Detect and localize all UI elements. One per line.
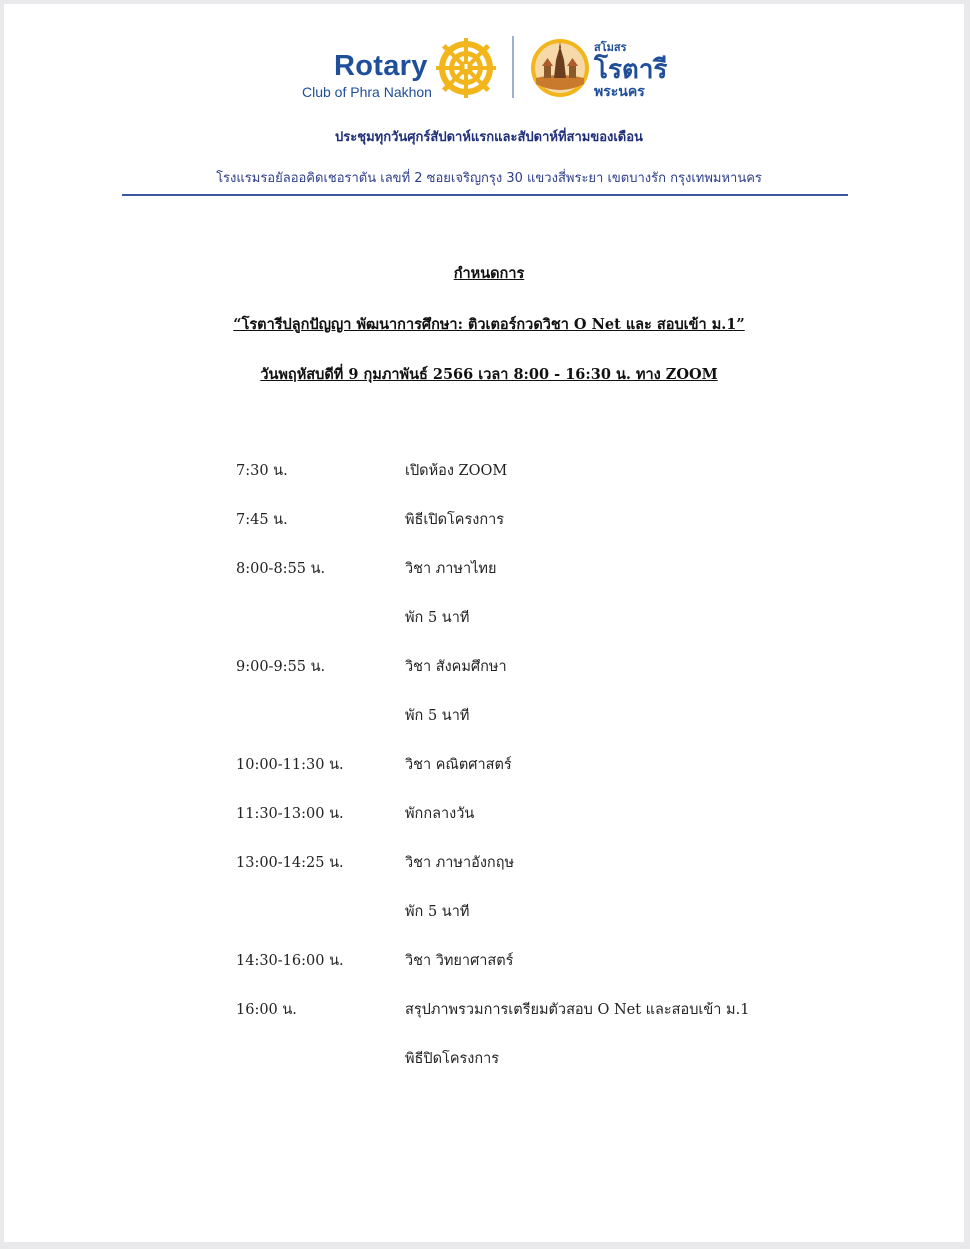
schedule-activity: พิธีปิดโครงการ — [405, 1051, 500, 1067]
schedule-time: 7:30 น. — [236, 463, 288, 479]
schedule-activity: พัก 5 นาที — [405, 904, 470, 920]
rotary-wordmark: Rotary — [334, 50, 428, 82]
header-divider — [122, 194, 848, 196]
schedule-activity: สรุปภาพรวมการเตรียมตัวสอบ O Net และสอบเข้า ม.1 — [405, 1002, 750, 1018]
schedule-activity: พิธีเปิดโครงการ — [405, 512, 505, 528]
schedule-time: 11:30-13:00 น. — [236, 806, 344, 822]
meeting-schedule-note: ประชุมทุกวันศุกร์สัปดาห์แรกและสัปดาห์ที่สามของเดือน — [335, 130, 643, 145]
venue-address: โรงแรมรอยัลออคิดเชอราตัน เลขที่ 2 ซอยเจริญกรุง 30 แขวงสี่พระยา เขตบางรัก กรุงเทพมหานคร — [216, 171, 762, 186]
schedule-row — [4, 508, 970, 532]
club-logo — [4, 4, 964, 114]
schedule-row — [4, 655, 970, 679]
schedule-row — [4, 1047, 970, 1071]
event-date-line: วันพฤหัสบดีที่ 9 กุมภาพันธ์ 2566 เวลา 8:00 - 16:30 น. ทาง ZOOM — [260, 366, 718, 383]
rotary-wheel-icon — [435, 37, 497, 99]
schedule-activity: วิชา ภาษาไทย — [405, 561, 497, 577]
logo-divider — [512, 36, 514, 98]
thai-rotary-wordmark: โรตารี — [594, 55, 668, 85]
thai-phra-nakhon-label: พระนคร — [594, 84, 645, 100]
schedule-time: 8:00-8:55 น. — [236, 561, 326, 577]
schedule-row — [4, 900, 970, 924]
schedule-row — [4, 753, 970, 777]
schedule-time: 14:30-16:00 น. — [236, 953, 344, 969]
schedule-time: 13:00-14:25 น. — [236, 855, 344, 871]
agenda-heading: กำหนดการ — [453, 265, 525, 282]
schedule-time: 9:00-9:55 น. — [236, 659, 326, 675]
schedule-activity: พัก 5 นาที — [405, 708, 470, 724]
schedule-time: 16:00 น. — [236, 1002, 297, 1018]
schedule-activity: วิชา ภาษาอังกฤษ — [405, 855, 515, 871]
schedule-row — [4, 557, 970, 581]
schedule-row — [4, 459, 970, 483]
schedule-row — [4, 851, 970, 875]
project-title: “โรตารีปลูกปัญญา พัฒนาการศึกษา: ติวเตอร์กวดวิชา O Net และ สอบเข้า ม.1” — [233, 316, 745, 333]
schedule-row — [4, 606, 970, 630]
schedule-activity: วิชา คณิตศาสตร์ — [405, 757, 512, 773]
schedule-row — [4, 802, 970, 826]
schedule-time: 7:45 น. — [236, 512, 288, 528]
schedule-activity: พักกลางวัน — [405, 806, 475, 822]
schedule-time: 10:00-11:30 น. — [236, 757, 344, 773]
schedule-row — [4, 949, 970, 973]
rotary-club-name: Club of Phra Nakhon — [302, 84, 432, 100]
temple-emblem-icon — [530, 38, 590, 98]
schedule-activity: วิชา วิทยาศาสตร์ — [405, 953, 514, 969]
document-page — [4, 4, 964, 1242]
schedule-activity: เปิดห้อง ZOOM — [405, 463, 508, 479]
schedule-row — [4, 704, 970, 728]
schedule-row — [4, 998, 970, 1022]
schedule-activity: พัก 5 นาที — [405, 610, 470, 626]
thai-club-label: สโมสร — [594, 41, 627, 54]
schedule-activity: วิชา สังคมศึกษา — [405, 659, 507, 675]
